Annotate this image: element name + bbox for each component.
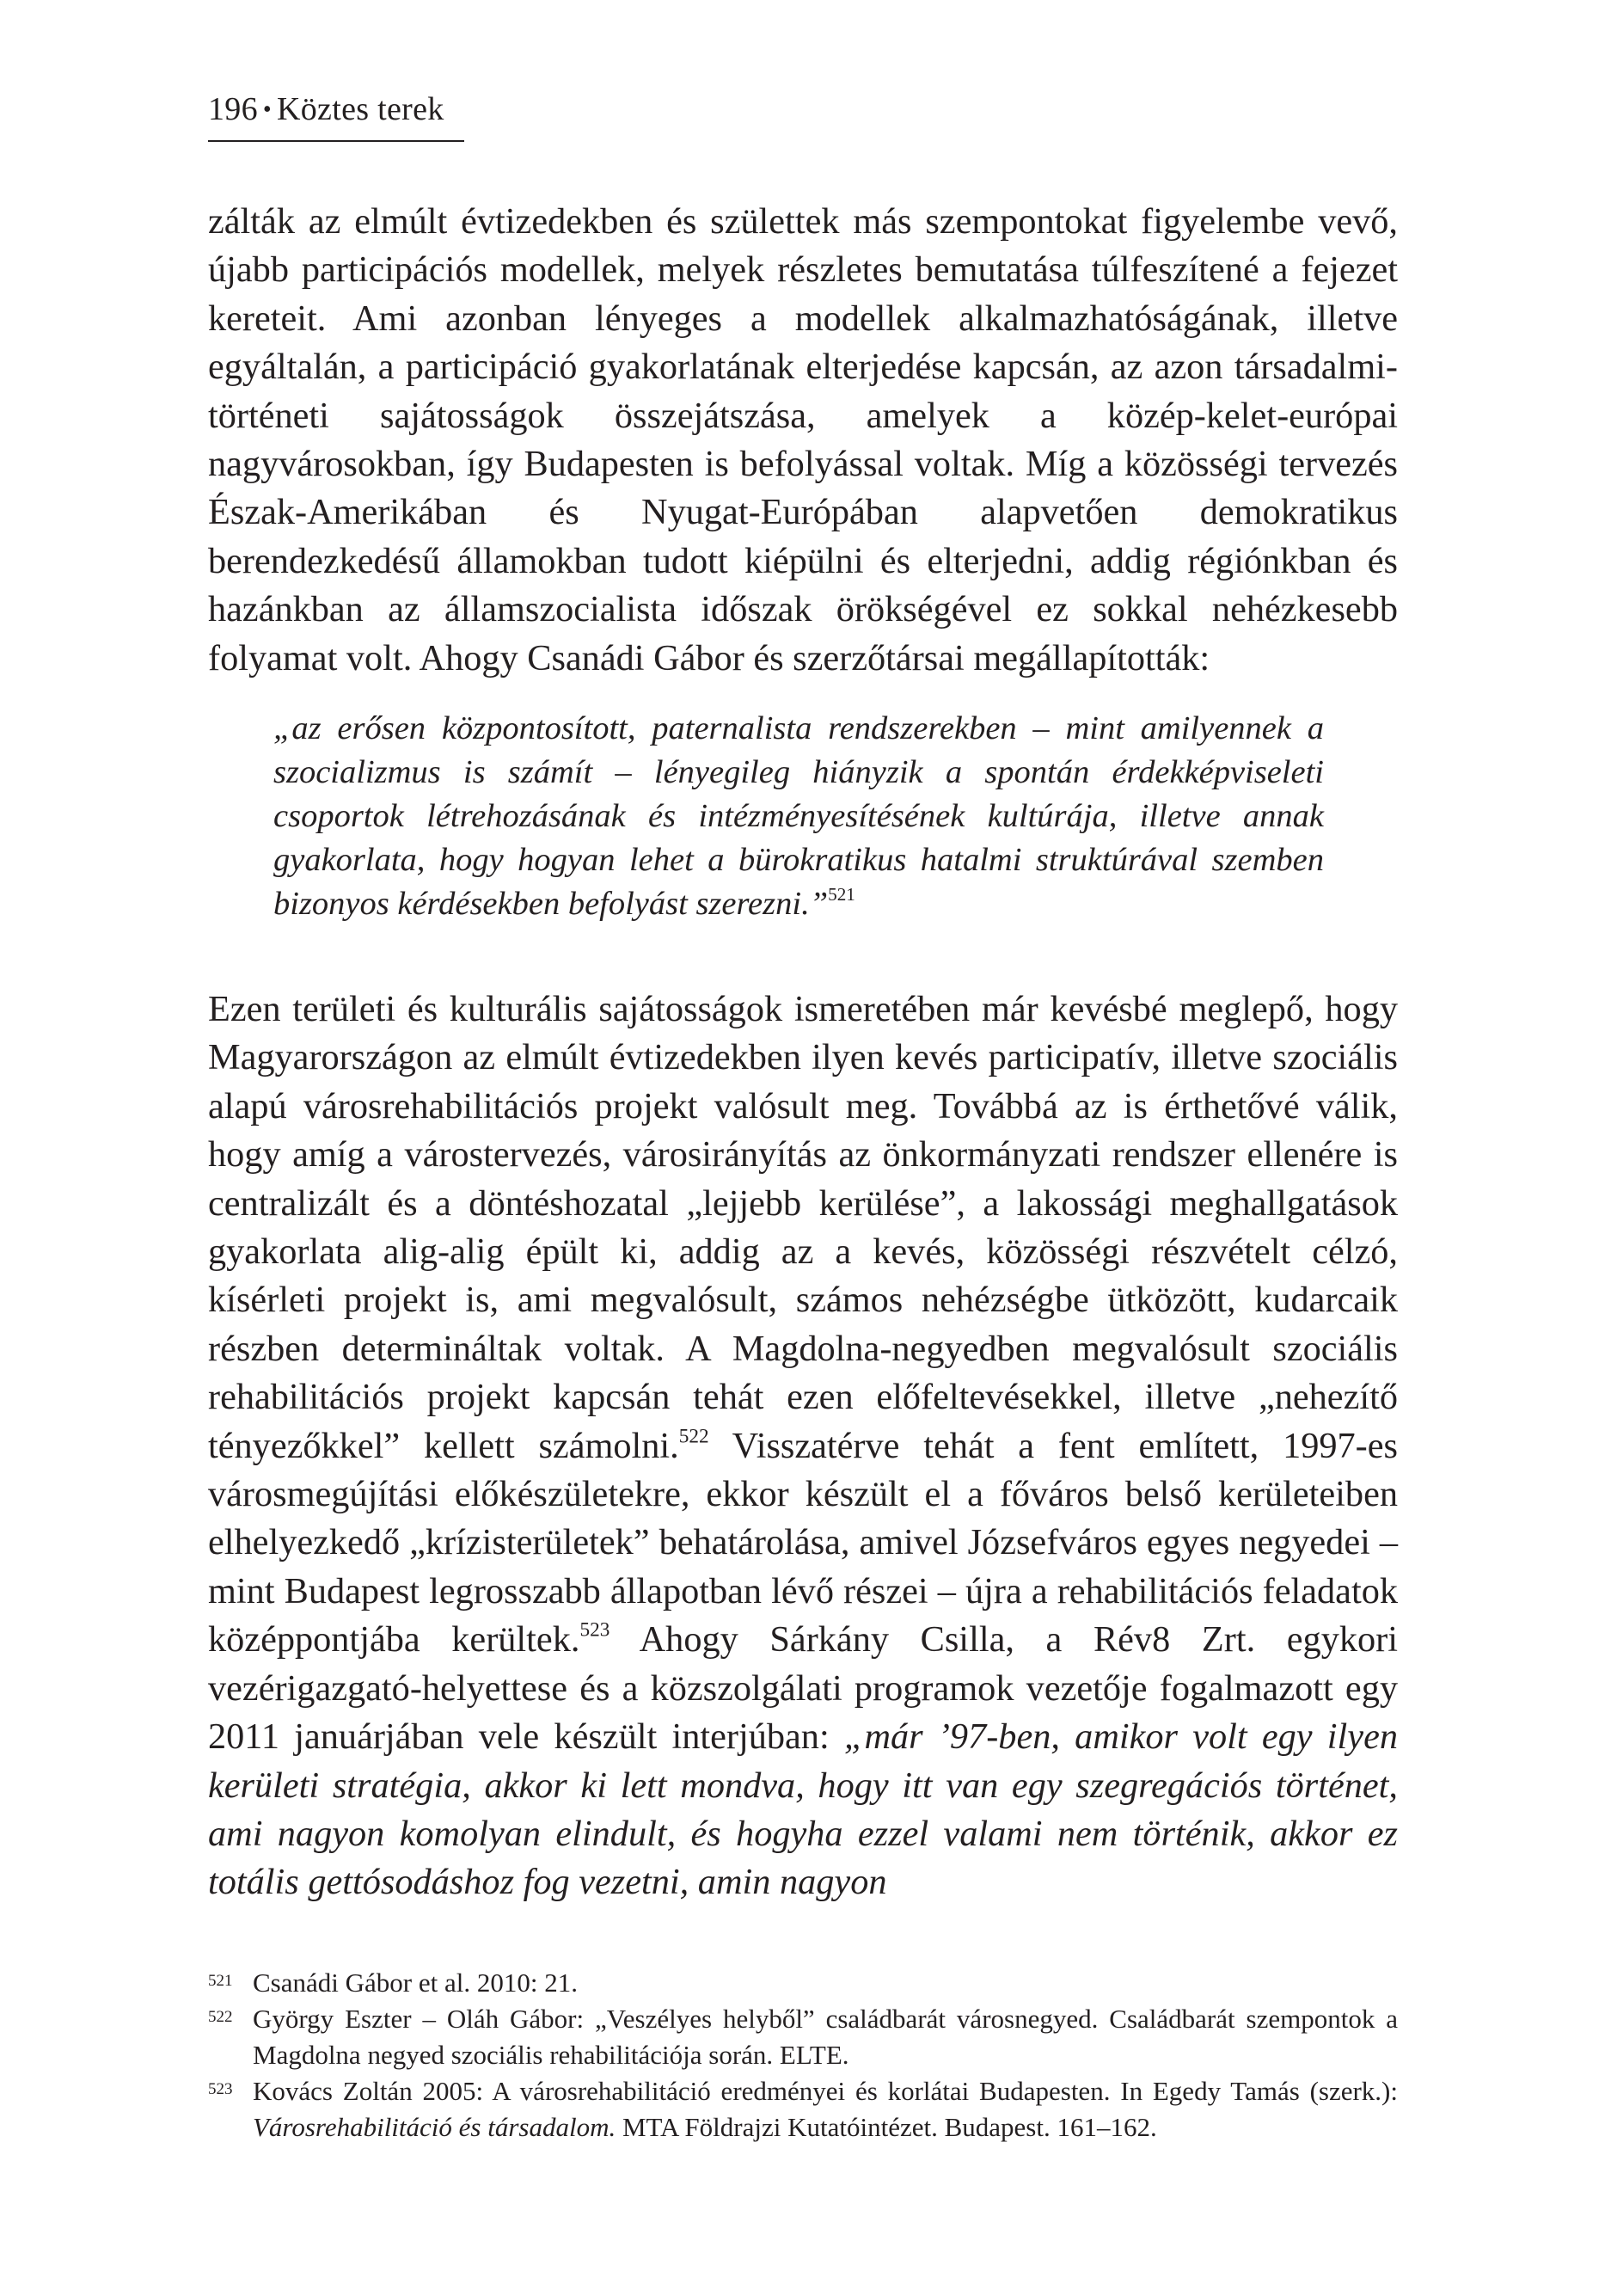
footnote-521: [208, 1965, 1398, 2001]
body-paragraph-2: [208, 985, 1398, 1907]
footnote-text-before: Kovács Zoltán 2005: A városrehabilitáció eredményei és korlátai Budapesten. In Egedy Tamás (szerk.):: [253, 2076, 1398, 2106]
footnote-number: 523: [208, 2080, 233, 2098]
footnote-ref-522[interactable]: 522: [678, 1425, 709, 1448]
running-title: Köztes terek: [277, 91, 444, 127]
footnote-522: [208, 2001, 1398, 2073]
block-quote: [273, 707, 1324, 926]
footnote-text: György Eszter – Oláh Gábor: „Veszélyes helyből” családbarát városnegyed. Családbarát szempontok a Magdolna negyed szociális rehabilitációja során. ELTE.: [253, 2004, 1398, 2070]
paragraph-2-part-1: Ezen területi és kulturális sajátosságok ismeretében már kevésbé meglepő, hogy Magyarországon az elmúlt évtizedekben ilyen kevés participatív, illetve szociális alapú városrehabilitációs projekt valósult meg. Továbbá az is érthetővé válik, hogy amíg a várostervezés, városirányítás az önkormányzati rendszer ellenére is centralizált és a döntéshozatal „lejjebb kerülése”, a lakossági meghallgatások gyakorlata alig-alig épült ki, addig az a kevés, közösségi részvételt célzó, kísérleti projekt is, ami megvalósult, számos nehézségbe ütközött, kudarcaik részben determináltak voltak. A Magdolna-negyedben megvalósult szociális rehabilitációs projekt kapcsán tehát ezen előfeltevésekkel, illetve „nehezítő tényezőkkel” kellett számolni.: [208, 989, 1398, 1466]
page-number: 196: [208, 91, 258, 127]
paragraph-1-text: zálták az elmúlt évtizedekben és születtek más szempontokat figyelembe vevő, újabb participációs modellek, melyek részletes bemutatása túlfeszítené a fejezet kereteit. Ami azonban lényeges a modellek alkalmazhatóságának, illetve egyáltalán, a participáció gyakorlatának elterjedése kapcsán, az azon társadalmi-történeti sajátosságok összejátszása, amelyek a közép-kelet-európai nagyvárosokban, így Budapesten is befolyással voltak. Míg a közösségi tervezés Észak-Amerikában és Nyugat-Európában alapvetően demokratikus berendezkedésű államokban tudott kiépülni és elterjedni, addig régiónkban és hazánkban az államszocialista időszak örökségével ez sokkal nehézkesebb folyamat volt. Ahogy Csanádi Gábor és szerzőtársai megállapították:: [208, 201, 1398, 678]
body-paragraph-1: [208, 198, 1398, 683]
footnote-text-after: MTA Földrajzi Kutatóintézet. Budapest. 161–162.: [616, 2112, 1157, 2142]
footnote-ref-521[interactable]: 521: [828, 884, 855, 906]
footnote-text: Csanádi Gábor et al. 2010: 21.: [253, 1968, 578, 1998]
footnote-book-title: Városrehabilitáció és társadalom.: [253, 2112, 616, 2142]
header-separator: •: [262, 96, 273, 123]
footnote-number: 522: [208, 2008, 233, 2026]
paragraph-2-part-3: Ahogy Sárkány Csilla, a Rév8 Zrt. egykori vezérigazgató-helyettese és a közszolgálati programok vezetője fogalmazott egy 2011 januárjában vele készült interjúban:: [208, 1619, 1398, 1758]
interview-quote: „már ’97-ben, amikor volt egy ilyen kerületi stratégia, akkor ki lett mondva, hogy itt van egy szegregációs történet, ami nagyon komolyan elindult, és hogyha ezzel valami nem történik, akkor ez totális gettósodáshoz fog vezetni, amin nagyon: [208, 1716, 1398, 1903]
footnotes: [208, 1965, 1398, 2146]
footnote-ref-523[interactable]: 523: [579, 1618, 610, 1642]
running-header: [208, 88, 464, 142]
footnote-523: [208, 2073, 1398, 2146]
paragraph-2-part-2: Visszatérve tehát a fent említett, 1997-es városmegújítási előkészületekre, ekkor készült el a főváros belső kerületeiben elhelyezkedő „krízisterületek” behatárolása, amivel Józsefváros egyes negyedei – mint Budapest legrosszabb állapotban lévő részei – újra a rehabilitációs feladatok középpontjába kerültek.: [208, 1425, 1398, 1661]
quote-text: „az erősen központosított, paternalista rendszerekben – mint amilyennek a szocializmus is számít – lényegileg hiányzik a spontán érdekképviseleti csoportok létrehozásának és intézményesítésének kultúrája, illetve annak gyakorlata, hogy hogyan lehet a bürokratikus hatalmi struktúrával szemben bizonyos kérdésekben befolyást szerezni.”: [273, 710, 1324, 922]
footnote-number: 521: [208, 1972, 233, 1990]
